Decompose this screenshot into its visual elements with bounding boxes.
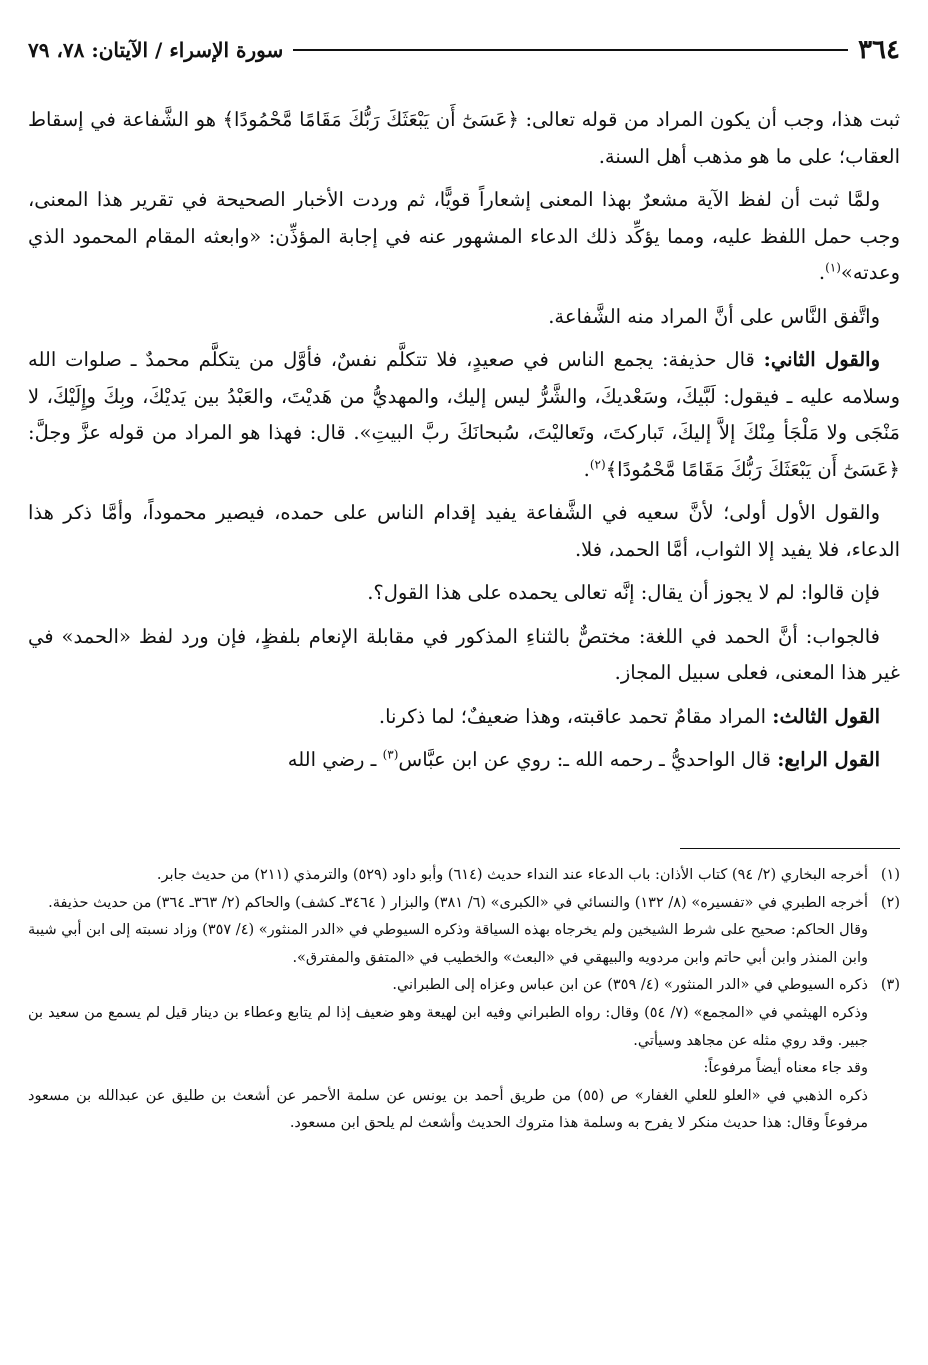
footnote-number: (٢) [880,894,900,911]
paragraph-text: ثبت هذا، وجب أن يكون المراد من قوله تعالى: ﴿عَسَىٰٓ أَن يَبْعَثَكَ رَبُّكَ مَقَامًا مَّحْمُودًا﴾ هو الشَّفاعة في إسقاط العقاب؛ على ما هو مذهب أهل السنة. [28,108,900,168]
paragraph-text: والقول الأول أولى؛ لأنَّ سعيه في الشَّفاعة يفيد إقدام الناس على حمده، فيصير محموداً، وأمَّا ذكر هذا الدعاء، فلا يفيد إلا الثواب، أمَّا الحمد، فلا. [28,501,900,561]
paragraph-text: قال حذيفة: يجمع الناس في صعيدٍ، فلا تتكلَّم نفسٌ، فأوَّل من يتكلَّم محمدٌ ـ صلوات الله وسلامه عليه ـ فيقول: لَبَّيكَ، وسَعْديكَ، والشَّرُّ ليس إليك، والمهديُّ من هَديْتَ، والعَبْدُ بين يَديْكَ، وبِكَ وإِلَيْكَ، لا مَنْجَى ولا مَلْجَأ مِنْكَ إلاَّ إليكَ، تَباركتَ، وتَعاليْتَ، سُبحانَكَ ربَّ البيتِ». قال: فهذا هو المراد من قوله عزَّ وجلَّ: ﴿عَسَىٰٓ أَن يَبْعَثَكَ رَبُّكَ مَقَامًا مَّحْمُودًا﴾ [28,348,900,481]
footnote-text: أخرجه الطبري في «تفسيره» (٨/ ١٣٢) والنسائي في «الكبرى» (٦/ ٣٨١) والبزار ( ٣٤٦٤ـ كشف) والحاكم (٢/ ٣٦٣ـ ٣٦٤) من حديث حذيفة. [48,894,868,911]
paragraph [28,182,900,292]
footnote-number: (١) [880,867,900,883]
paragraph-text: ولمَّا ثبت أن لفظ الآية مشعرٌ بهذا المعنى إشعاراً قويًّا، ثم وردت الأخبار الصحيحة في تقرير هذا المعنى، وجب حمل اللفظ عليه، ومما يؤكِّد ذلك الدعاء المشهور عنه في إجابة المؤذِّن: «وابعثه المقام المحمود الذي وعدته» [28,188,900,284]
paragraph-tail: . [818,261,826,284]
footnotes [28,862,900,1138]
paragraph [28,619,900,692]
footnote-continuation: وقد جاء معناه أيضاً مرفوعاً: [703,1060,868,1077]
footnote-number: (٣) [880,977,900,994]
paragraph [28,575,900,612]
footnote [28,972,900,1000]
footnote-ref: (١) [825,260,841,275]
footnote-continuation: وذكره الهيثمي في «المجمع» (٧/ ٥٤) وقال: رواه الطبراني وفيه ابن لهيعة وهو ضعيف إذا لم يتابع وعطاء بن دينار قيل لم يسمع من سعيد بن جبير. وقد روي مثله عن مجاهد وسيأتي. [28,1004,869,1049]
paragraph-tail: ـ رضي الله [287,748,383,771]
page-number: ٣٦٤ [858,35,900,65]
header-rule [293,49,848,51]
paragraph [28,342,900,488]
paragraph-tail: . [583,457,590,481]
paragraph-text: فالجواب: أنَّ الحمد في اللغة: مختصٌّ بالثناءِ المذكور في مقابلة الإنعام بلفظٍ، فإن ورد لفظ «الحمد» في غير هذا المعنى، فعلى سبيل المجاز. [28,624,900,684]
section-lead: والقول الثاني: [763,348,881,371]
paragraph-text: فإن قالوا: لم لا يجوز أن يقال: إنَّه تعالى يحمده على هذا القول؟. [367,581,880,604]
section-lead: القول الرابع: [777,748,880,771]
section-lead: القول الثالث: [772,704,880,728]
footnote [28,890,900,918]
footnote-continuation: ذكره الذهبي في «العلو للعلي الغفار» ص (٥٥) من طريق أحمد بن يونس عن سلمة الأحمر عن أشعث بن طليق عن عبدالله بن مسعود مرفوعاً وقال: هذا حديث منكر لا يفرح به وسلمة هذا متروك الحديث وأشعث لم يلحق ابن مسعود. [28,1087,868,1132]
paragraph [28,102,900,175]
paragraph [28,495,900,568]
main-text [28,102,900,786]
paragraph [28,742,900,779]
footnote-divider [680,848,900,849]
running-title: سورة الإسراء / الآيتان: ٧٨، ٧٩ [28,38,284,62]
footnote-ref: (٢) [589,457,606,471]
paragraph [28,299,900,336]
paragraph-text: واتَّفق النَّاس على أنَّ المراد منه الشَّفاعة. [548,304,880,328]
footnote-continuation: وقال الحاكم: صحيح على شرط الشيخين ولم يخرجاه بهذه السياقة وذكره السيوطي في «الدر المنثور» (٤/ ٣٥٧) وزاد نسبته إلى ابن أبي شيبة وابن المنذر وابن أبي حاتم وابن مردويه والبيهقي في «البعث» والخطيب في «المتفق والمفترق». [28,922,868,966]
paragraph-text: قال الواحديُّ ـ رحمه الله ـ: روي عن ابن عبَّاس [398,748,778,771]
footnote-ref: (٣) [382,747,399,762]
footnote [28,862,900,890]
footnote-text: ذكره السيوطي في «الدر المنثور» (٤/ ٣٥٩) عن ابن عباس وعزاه إلى الطبراني. [392,977,868,994]
paragraph-text: المراد مقامٌ تحمد عاقبته، وهذا ضعيفٌ؛ لما ذكرنا. [378,704,773,728]
footnote-text: أخرجه البخاري (٢/ ٩٤) كتاب الأذان: باب الدعاء عند النداء حديث (٦١٤) وأبو داود (٥٢٩) والترمذي (٢١١) من حديث جابر. [156,867,868,883]
running-header [28,30,900,70]
paragraph [28,699,900,736]
